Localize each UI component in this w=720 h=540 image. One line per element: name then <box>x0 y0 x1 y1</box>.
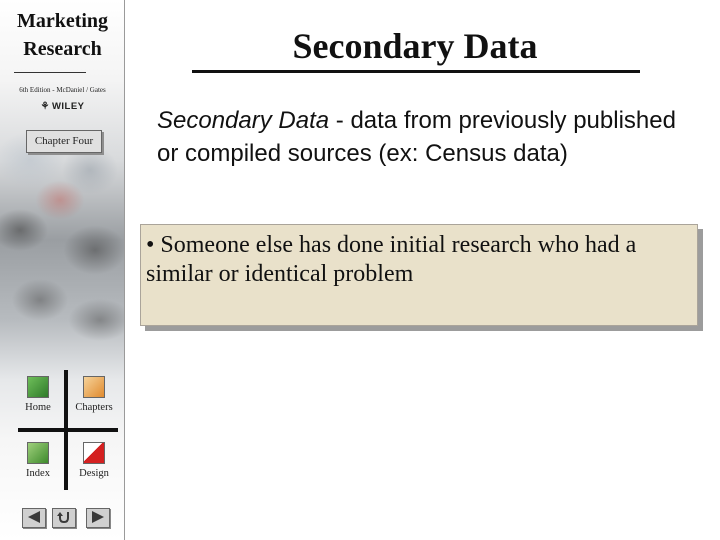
definition-text <box>157 104 697 170</box>
index-icon[interactable] <box>27 442 49 464</box>
home-icon[interactable] <box>27 376 49 398</box>
nav-index[interactable] <box>13 442 63 479</box>
nav-home-label[interactable]: Home <box>25 402 51 413</box>
nav-design-label[interactable]: Design <box>79 468 109 479</box>
chapter-button[interactable]: Chapter Four <box>26 130 102 153</box>
design-icon[interactable] <box>83 442 105 464</box>
nav-chapters[interactable] <box>69 376 119 413</box>
definition-term: Secondary Data <box>157 107 330 134</box>
nav-divider-vertical <box>64 370 68 490</box>
nav-divider-horizontal <box>18 428 118 432</box>
nav-index-label[interactable]: Index <box>26 468 50 479</box>
chapters-icon[interactable] <box>83 376 105 398</box>
brand-divider <box>14 72 86 73</box>
publisher-logo <box>0 101 125 112</box>
nav-chapters-label[interactable]: Chapters <box>75 402 113 413</box>
bullet-point: • Someone else has done initial research who had a similar or identical problem <box>146 232 637 287</box>
definition-body: - data from previously published or compiled sources (ex: Census data) <box>157 107 676 167</box>
triangle-left-icon[interactable] <box>27 511 41 523</box>
title-underline <box>192 70 640 73</box>
bullet-box <box>140 224 698 326</box>
slide-title: Secondary Data <box>292 26 538 66</box>
brand-title-line2: Research <box>23 38 102 60</box>
previous-slide-button[interactable] <box>22 508 46 528</box>
next-slide-button[interactable] <box>86 508 110 528</box>
nav-design[interactable] <box>69 442 119 479</box>
edition-text: 6th Edition - McDaniel / Gates <box>19 86 106 94</box>
nav-home[interactable] <box>13 376 63 413</box>
brand-title-line1: Marketing <box>16 10 109 32</box>
publisher-name: WILEY <box>51 101 85 112</box>
sidebar <box>0 0 125 540</box>
triangle-right-icon[interactable] <box>91 511 105 523</box>
return-button[interactable] <box>52 508 76 528</box>
return-arrow-icon[interactable] <box>57 511 71 523</box>
wiley-logo-icon: ⚘ <box>40 101 50 112</box>
